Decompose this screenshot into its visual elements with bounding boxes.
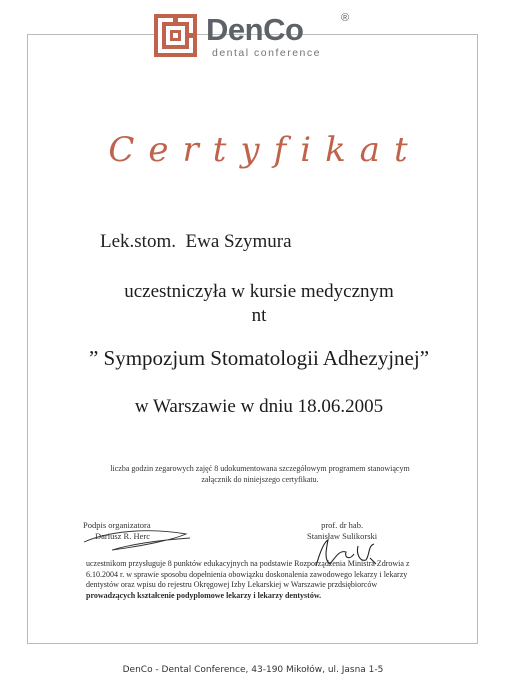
education-points-statement	[86, 559, 426, 601]
professor-title: prof. dr hab.	[321, 520, 364, 530]
hours-line-1: liczba godzin zegarowych zajęć 8 udokumentowana szczegółowym programem stanowiącym	[110, 464, 410, 473]
footer-address: DenCo - Dental Conference, 43-190 Mikołów, ul. Jasna 1-5	[122, 665, 384, 675]
topic-prefix: nt	[251, 305, 267, 326]
recipient-name: Lek.stom. Ewa Szymura	[100, 231, 292, 252]
organizer-role: Podpis organizatora	[83, 520, 151, 530]
place-and-date: w Warszawie w dniu 18.06.2005	[134, 396, 384, 417]
registered-mark: ®	[341, 12, 350, 24]
organizer-name: Dariusz R. Herc	[95, 531, 150, 541]
organizer-signature	[82, 524, 192, 554]
maze-logo-icon	[154, 14, 197, 57]
professor-name: Stanisław Sulikorski	[307, 531, 378, 541]
logo-subtitle: dental conference	[212, 47, 321, 59]
logo-wordmark: DenCo	[206, 12, 304, 47]
certificate-title: Certyfikat	[108, 130, 422, 170]
points-bold-text: prowadzących kształcenie podyplomowe lekarzy i lekarzy dentystów.	[86, 590, 322, 600]
course-name: ” Sympozjum Stomatologii Adhezyjnej”	[88, 346, 430, 370]
participation-text: uczestniczyła w kursie medycznym	[124, 281, 394, 302]
points-text: uczestnikom przysługuje 8 punktów edukacyjnych na podstawie Rozporządzenia Ministra Zdrowia z 6.10.2004 r. w sprawie sposobu dopełnienia obowiązku doskonalenia zawodowego lekarzy i lekarzy dentystów oraz wpisu do rejestru Okręgowej Izby Lekarskiej w Warszawie przdsiębiorców	[86, 559, 410, 590]
hours-line-2: załącznik do niniejszego certyfikatu.	[201, 475, 319, 484]
hours-statement	[60, 463, 460, 485]
denco-logo	[154, 14, 354, 60]
